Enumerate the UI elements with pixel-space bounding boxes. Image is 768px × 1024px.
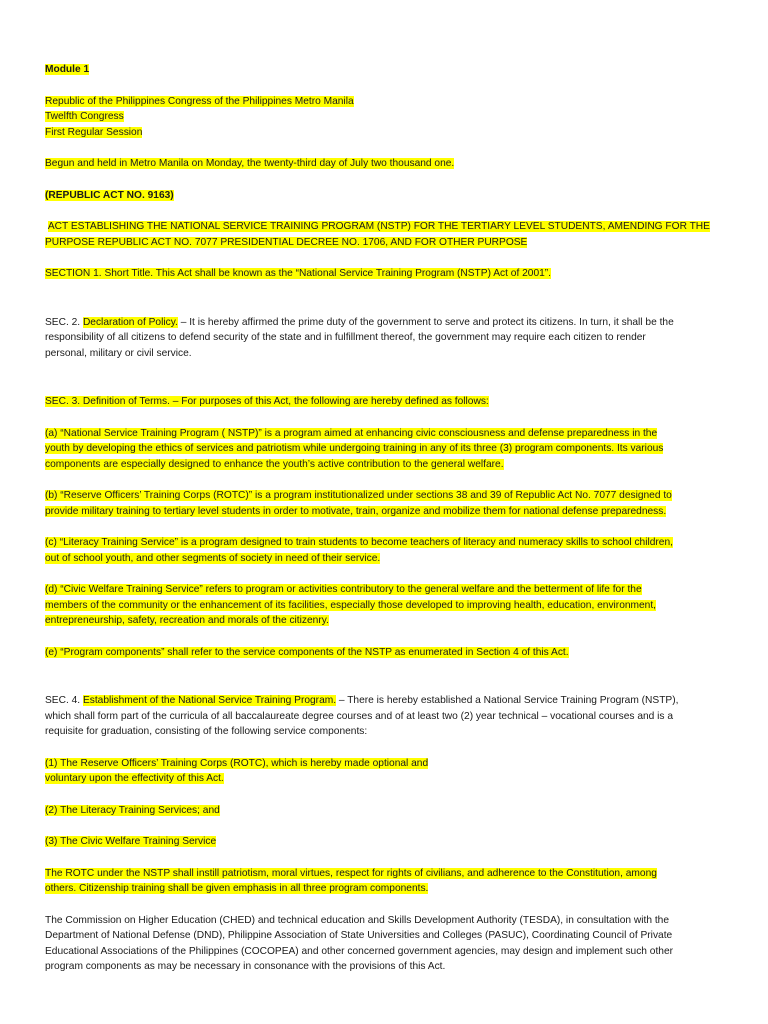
- component-1-line-1: (1) The Reserve Officers’ Training Corps (ROTC), which is hereby made optional and: [45, 757, 429, 769]
- commission-line-3: Educational Associations of the Philippines (COCOPEA) and other concerned government agencies, may design and implement such other: [45, 945, 674, 957]
- definition-e: (e) “Program components” shall refer to the service components of the NSTP as enumerated in Section 4 of this Act.: [45, 646, 569, 658]
- header-line-1: Republic of the Philippines Congress of the Philippines Metro Manila: [45, 95, 354, 107]
- commission-line-2: Department of National Defense (DND), Philippine Association of State Universities and Colleges (PASUC), Coordinating Council of Private: [45, 930, 673, 941]
- definition-b-line-1: (b) “Reserve Officers’ Training Corps (ROTC)” is a program institutionalized under sections 38 and 39 of Republic Act No. 7077 designed to: [45, 490, 672, 501]
- act-title-line-1: ACT ESTABLISHING THE NATIONAL SERVICE TRAINING PROGRAM (NSTP) FOR THE TERTIARY LEVEL STUDENTS, AMENDING FOR THE: [47, 221, 710, 232]
- commission-line-4: program components as may be necessary in consonance with the provisions of this Act.: [45, 961, 446, 972]
- section-2-prefix: SEC. 2.: [45, 316, 83, 328]
- section-4-line-2: which shall form part of the curricula of all baccalaureate degree courses and of at least two (2) year technical – vocational courses and is a: [45, 710, 673, 722]
- definition-d-line-1: (d) “Civic Welfare Training Service” refers to program or activities contributory to the general welfare and the betterment of life for the: [45, 584, 642, 595]
- section-4: [45, 693, 718, 975]
- section-2: [45, 315, 718, 362]
- commission-paragraph: [45, 913, 718, 975]
- module-title: Module 1: [45, 64, 90, 75]
- definition-d-line-2: members of the community or the enhancement of its facilities, especially those developed to improving health, education, environment,: [45, 599, 657, 611]
- definition-d: [45, 582, 718, 629]
- component-3: (3) The Civic Welfare Training Service: [45, 836, 217, 847]
- section-3: [45, 394, 718, 660]
- header-line-3: First Regular Session: [45, 126, 143, 138]
- section-2-heading: Declaration of Policy.: [82, 316, 178, 328]
- definition-b: [45, 488, 718, 519]
- header-line-2: Twelfth Congress: [45, 111, 124, 122]
- component-1-line-2: voluntary upon the effectivity of this Act.: [45, 773, 224, 784]
- section-1-short-title: SECTION 1. Short Title. This Act shall be known as the “National Service Training Program (NSTP) Act of 2001”.: [45, 268, 551, 279]
- definition-a-line-1: (a) “National Service Training Program ( NSTP)” is a program aimed at enhancing civic consciousness and defense preparedness in the: [45, 427, 658, 439]
- definition-a: [45, 426, 718, 473]
- section-2-line-2: responsibility of all citizens to defend security of the state and in fulfillment thereof, the government may require each citizen to render: [45, 332, 646, 343]
- rotc-paragraph: [45, 866, 718, 897]
- congress-header: [45, 94, 718, 141]
- section-2-line-3: personal, military or civil service.: [45, 347, 192, 359]
- rotc-line-1: The ROTC under the NSTP shall instill patriotism, moral virtues, respect for rights of civilians, and adherence to the Constitution, among: [45, 867, 657, 879]
- section-3-heading: SEC. 3. Definition of Terms. – For purposes of this Act, the following are hereby defined as follows:: [45, 396, 489, 407]
- section-4-heading: Establishment of the National Service Training Program.: [82, 695, 337, 706]
- section-2-line-1: – It is hereby affirmed the prime duty of the government to serve and protect its citizens. In turn, it shall be the: [177, 316, 674, 328]
- module-heading: [45, 62, 718, 78]
- commission-line-1: The Commission on Higher Education (CHED) and technical education and Skills Development Authority (TESDA), in consultation with the: [45, 914, 669, 926]
- definition-c-line-2: out of school youth, and other segments of society in need of their service.: [45, 552, 381, 564]
- republic-act-number: (REPUBLIC ACT NO. 9163): [45, 189, 174, 201]
- begun-statement: Begun and held in Metro Manila on Monday, the twenty-third day of July two thousand one.: [45, 158, 455, 169]
- definition-d-line-3: entrepreneurship, safety, recreation and morals of the citizenry.: [45, 615, 329, 626]
- section-4-line-3: requisite for graduation, consisting of the following service components:: [45, 726, 368, 737]
- definition-a-line-3: components are especially designed to enhance the youth’s active contribution to the general welfare.: [45, 458, 504, 470]
- section-4-line-1: – There is hereby established a National Service Training Program (NSTP),: [336, 695, 679, 706]
- component-2: (2) The Literacy Training Services; and: [45, 804, 220, 816]
- act-title: [45, 219, 718, 250]
- act-title-line-2: PURPOSE REPUBLIC ACT NO. 7077 PRESIDENTIAL DECREE NO. 1706, AND FOR OTHER PURPOSE: [45, 236, 528, 248]
- definition-c-line-1: (c) “Literacy Training Service” is a program designed to train students to become teachers of literacy and numeracy skills to school children,: [45, 537, 673, 548]
- definition-a-line-2: youth by developing the ethics of services and patriotism while undergoing training in any of its three (3) program components. Its various: [45, 443, 664, 454]
- definition-b-line-2: provide military training to tertiary level students in order to motivate, train, organize and mobilize them for national defense preparedness.: [45, 505, 667, 517]
- component-1: [45, 756, 718, 787]
- definition-c: [45, 535, 718, 566]
- rotc-line-2: others. Citizenship training shall be given emphasis in all three program components.: [45, 883, 429, 894]
- section-4-prefix: SEC. 4.: [45, 695, 83, 706]
